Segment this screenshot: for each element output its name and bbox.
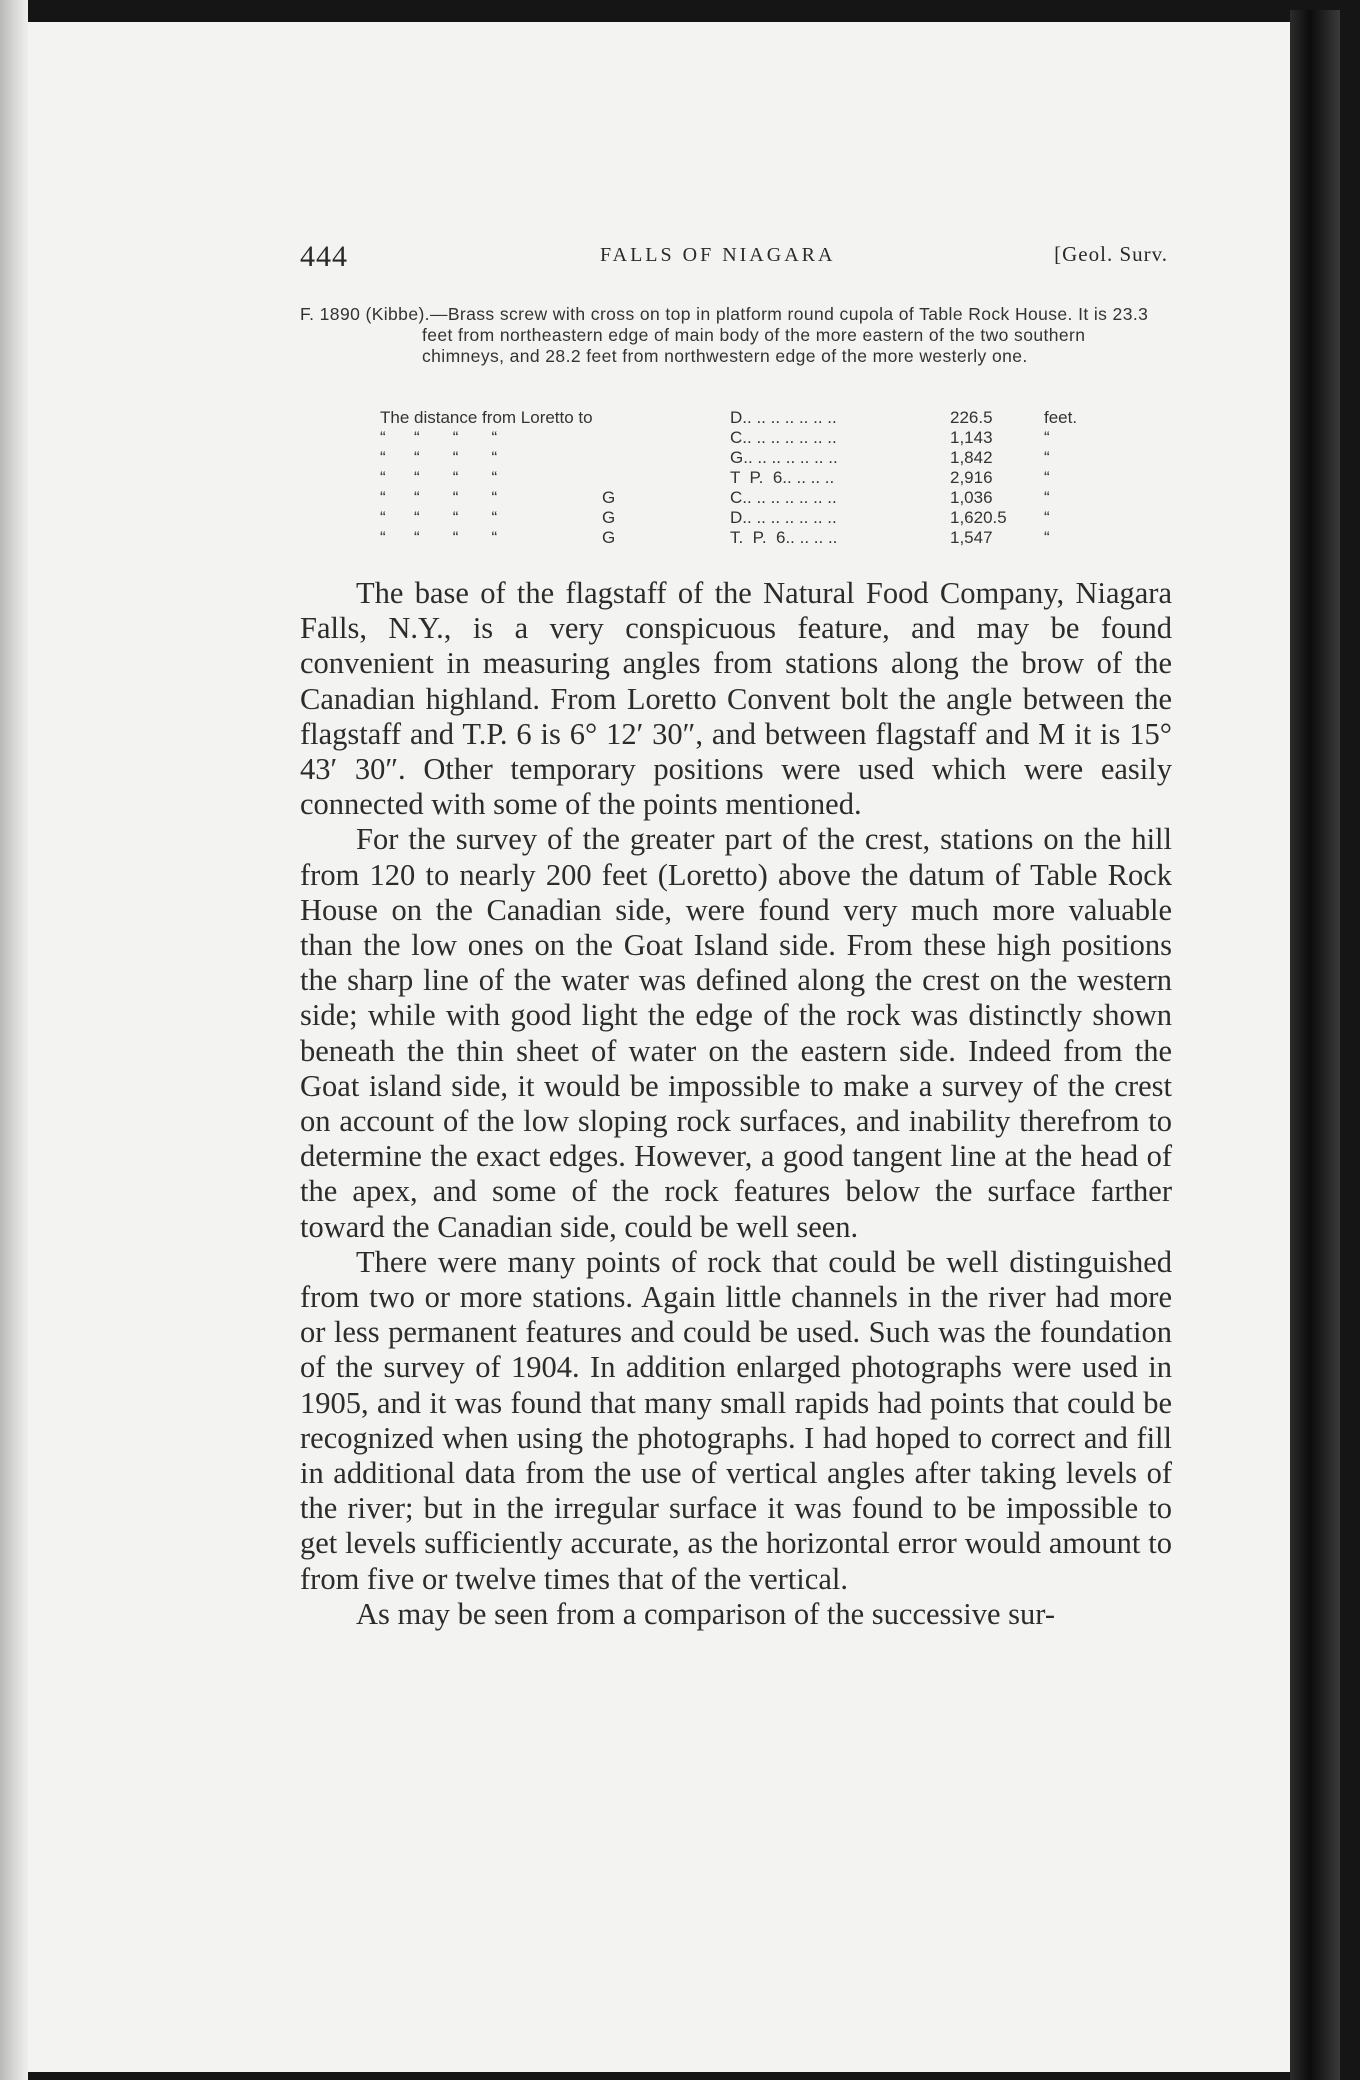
- paragraph: There were many points of rock that could be well distinguished from two or more stations. Again little channels in the river had more or less permanent features and could be used. Such was the foundation of the survey of 1904. In addition enlarged photographs were used in 1905, and it was found that many small rapids had points that could be recognized when using the photographs. I had hoped to correct and fill in additional data from the use of vertical angles after taking levels of the river; but in the irregular surface it was found to be impossible to get levels sufficiently accurate, as the horizontal error would amount to from five or twelve times that of the vertical.: [300, 1244, 1172, 1596]
- paragraph: For the survey of the greater part of the crest, stations on the hill from 120 to nearly 200 feet (Loretto) above the datum of Table Rock House on the Canadian side, were found very much more valuable than the low ones on the Goat Island side. From these high positions the sharp line of the water was defined along the crest on the western side; while with good light the edge of the rock was distinctly shown beneath the thin sheet of water on the eastern side. Indeed from the Goat island side, it would be impossible to make a survey of the crest on account of the low sloping rock surfaces, and inability therefrom to determine the exact edges. However, a good tangent line at the head of the apex, and some of the rock features below the surface farther toward the Canadian side, could be well seen.: [300, 822, 1172, 1244]
- distance-point: D.. .. .. .. .. .. ..: [730, 508, 837, 527]
- ditto-marks: “ “ “ “: [380, 448, 498, 467]
- paragraph: The base of the flagstaff of the Natural Food Company, Niagara Falls, N.Y., is a very conspicuous feature, and may be found convenient in measuring angles from stations along the brow of the Canadian highland. From Loretto Convent bolt the angle between the flagstaff and T.P. 6 is 6° 12′ 30″, and between flagstaff and M it is 15° 43′ 30″. Other temporary positions were used which were easily connected with some of the points mentioned.: [300, 576, 1172, 822]
- distance-unit: “: [1044, 508, 1050, 527]
- distance-point: C.. .. .. .. .. .. ..: [730, 428, 837, 447]
- distance-point: C.. .. .. .. .. .. ..: [730, 488, 837, 507]
- benchmark-note: [300, 304, 1170, 367]
- distance-unit: “: [1044, 468, 1050, 487]
- distance-row: [380, 448, 1100, 468]
- distance-unit: “: [1044, 448, 1050, 467]
- page-left-edge: [0, 0, 28, 2080]
- distance-value: 1,620.5: [950, 508, 1007, 527]
- distance-unit: “: [1044, 488, 1050, 507]
- ditto-marks: “ “ “ “: [380, 428, 498, 447]
- benchmark-note-text: [300, 304, 1170, 367]
- book-binding: [1290, 10, 1340, 2080]
- distance-value: 1,036: [950, 488, 993, 507]
- distance-row: [380, 508, 1100, 528]
- distance-value: 1,143: [950, 428, 993, 447]
- distance-via: G: [602, 488, 616, 507]
- ditto-marks: “ “ “ “: [380, 508, 498, 527]
- distance-value: 1,842: [950, 448, 993, 467]
- section-label: [Geol. Surv.: [1054, 242, 1168, 266]
- distance-row: [380, 528, 1100, 548]
- distance-point: T. P. 6.. .. .. ..: [730, 528, 838, 547]
- note-body: —Brass screw with cross on top in platform round cupola of Table Rock House. It is 23.3 feet from northeastern edge of main body of the more eastern of the two southern chimneys, and 28.2 feet from northwestern edge of the more westerly one.: [422, 304, 1149, 366]
- distance-row: [380, 488, 1100, 508]
- ditto-marks: “ “ “ “: [380, 488, 498, 507]
- distance-row: [380, 408, 1100, 428]
- distance-row: [380, 468, 1100, 488]
- distance-via: G: [602, 508, 616, 527]
- distance-point: T P. 6.. .. .. ..: [730, 468, 835, 487]
- distance-unit: “: [1044, 528, 1050, 547]
- distance-unit: feet.: [1044, 408, 1078, 427]
- page-header: [300, 240, 1180, 273]
- paragraph: As may be seen from a comparison of the successive sur-: [356, 1596, 1055, 1631]
- distance-point: G.. .. .. .. .. .. ..: [730, 448, 838, 467]
- note-label: F. 1890 (Kibbe).: [300, 304, 430, 324]
- distance-value: 2,916: [950, 468, 993, 487]
- ditto-marks: “ “ “ “: [380, 528, 498, 547]
- distance-row: [380, 428, 1100, 448]
- page-number: 444: [300, 240, 348, 273]
- running-title: FALLS OF NIAGARA: [600, 244, 836, 266]
- distance-unit: “: [1044, 428, 1050, 447]
- distance-point: D.. .. .. .. .. .. ..: [730, 408, 837, 427]
- distance-table: [380, 408, 1100, 548]
- ditto-marks: “ “ “ “: [380, 468, 498, 487]
- distance-value: 1,547: [950, 528, 993, 547]
- body-text: [300, 576, 1172, 1632]
- distance-value: 226.5: [950, 408, 993, 427]
- distance-via: G: [602, 528, 616, 547]
- distance-lead: The distance from Loretto to: [380, 408, 593, 427]
